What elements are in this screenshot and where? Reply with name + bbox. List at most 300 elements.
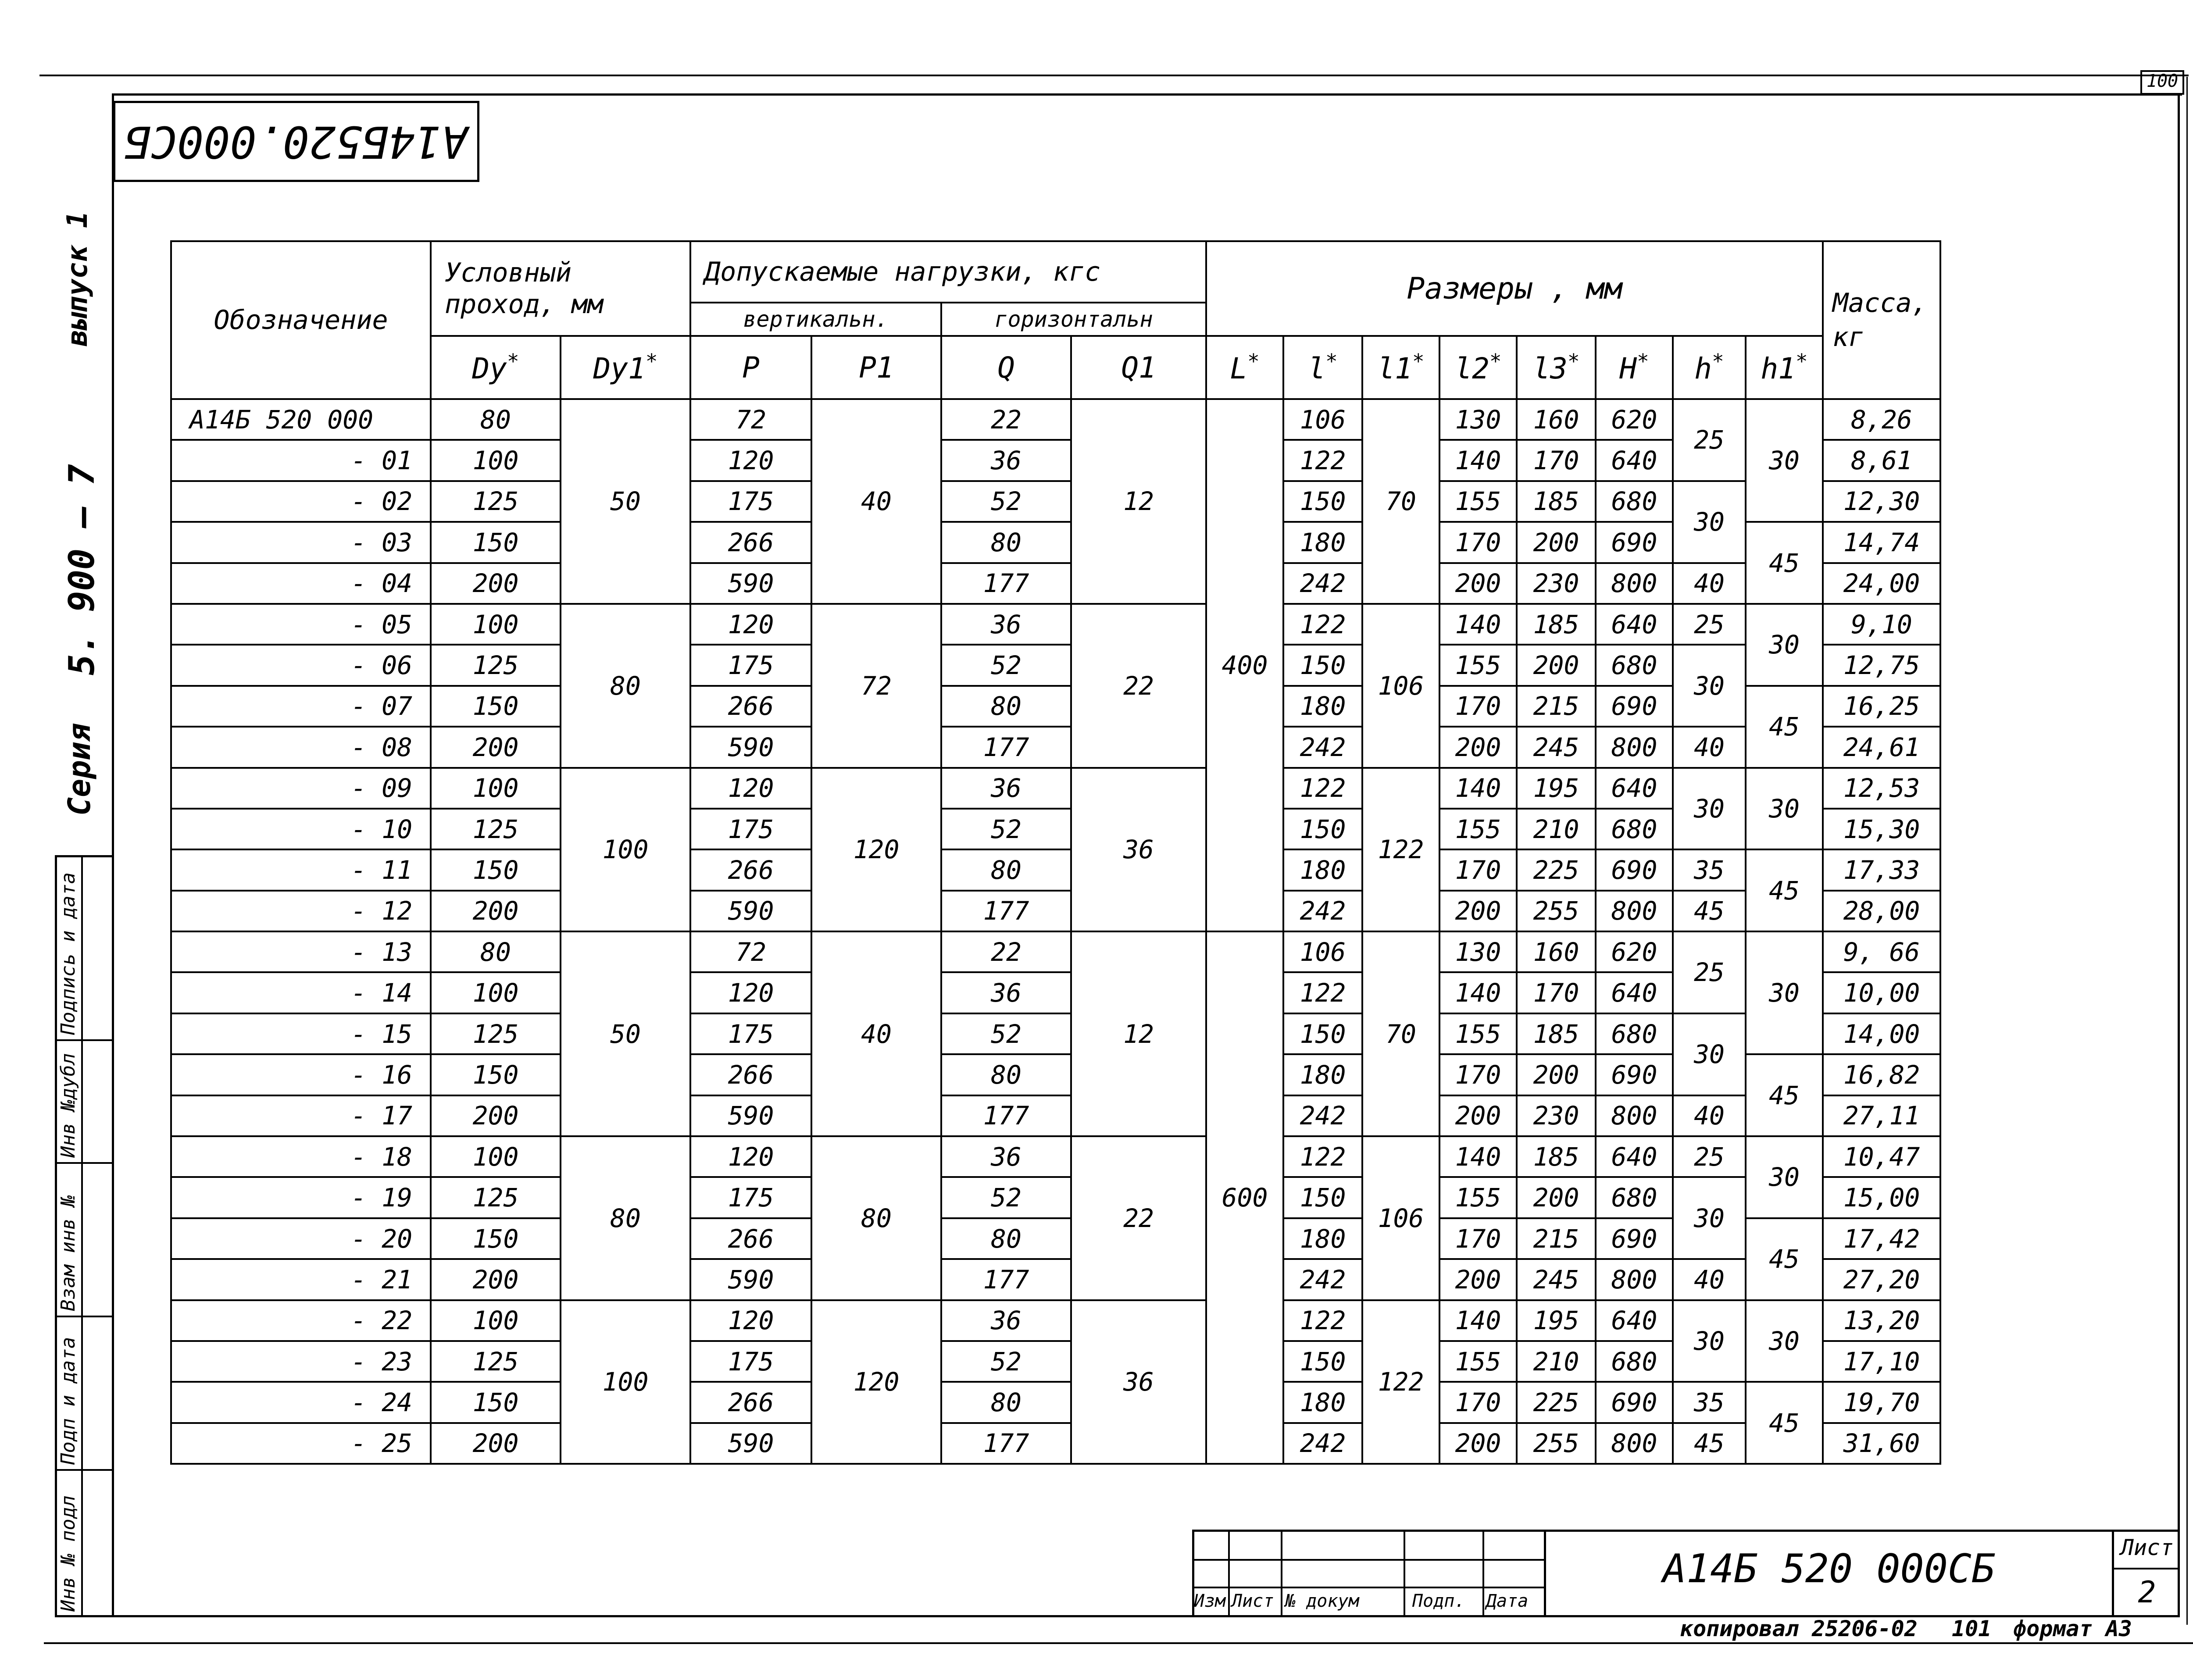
sheet-corner-number: 100 — [2146, 71, 2179, 91]
tb-label-list: Лист — [1232, 1591, 1274, 1611]
cell-l2: 200 — [1439, 1095, 1517, 1136]
cell-l3: 185 — [1517, 481, 1596, 522]
cell-h: 35 — [1673, 849, 1746, 890]
cell-l1: 122 — [1362, 768, 1439, 932]
col-dy: Dу* — [431, 336, 561, 399]
cell-q: 80 — [941, 522, 1071, 563]
cell-m: 27,11 — [1823, 1095, 1940, 1136]
cell-dy: 200 — [431, 563, 561, 604]
cell-l3: 230 — [1517, 1095, 1596, 1136]
cell-p1: 40 — [811, 931, 941, 1136]
cell-p1: 120 — [811, 1300, 941, 1464]
cell-h: 30 — [1673, 1177, 1746, 1259]
cell-l2: 170 — [1439, 522, 1517, 563]
tb-v4 — [1482, 1530, 1484, 1617]
cell-H: 690 — [1596, 1218, 1673, 1259]
series-label: Серия — [61, 723, 97, 816]
cell-l2: 155 — [1439, 481, 1517, 522]
col-H: H* — [1596, 336, 1673, 399]
cell-m: 31,60 — [1823, 1423, 1940, 1464]
cell-dy: 100 — [431, 440, 561, 481]
cell-p: 120 — [690, 972, 811, 1013]
cell-l3: 255 — [1517, 1423, 1596, 1464]
cell-q1: 22 — [1071, 1136, 1206, 1300]
table-row — [171, 931, 1940, 972]
cell-l: 180 — [1283, 849, 1362, 890]
cell-q: 80 — [941, 686, 1071, 727]
cell-l3: 210 — [1517, 1341, 1596, 1382]
table-row — [171, 727, 1940, 767]
cell-h: 30 — [1673, 1300, 1746, 1382]
cell-l2: 155 — [1439, 645, 1517, 685]
cell-m: 12,30 — [1823, 481, 1940, 522]
cell-q1: 22 — [1071, 604, 1206, 768]
cell-q: 177 — [941, 891, 1071, 931]
cell-p: 120 — [690, 1300, 811, 1341]
cell-H: 690 — [1596, 849, 1673, 890]
cell-q1: 36 — [1071, 1300, 1206, 1464]
cell-l2: 170 — [1439, 849, 1517, 890]
table-row — [171, 481, 1940, 522]
cell-q1: 36 — [1071, 768, 1206, 932]
header-mass: Масса, кг — [1823, 241, 1940, 399]
cell-h1: 30 — [1746, 768, 1823, 850]
tb-h1 — [1192, 1559, 1545, 1561]
tb-v3 — [1404, 1530, 1405, 1617]
cell-dy: 125 — [431, 809, 561, 849]
cell-p: 72 — [690, 399, 811, 440]
side-stamp-sep-1 — [55, 1469, 114, 1471]
cell-l: 122 — [1283, 972, 1362, 1013]
cell-H: 620 — [1596, 399, 1673, 440]
cell-q: 80 — [941, 849, 1071, 890]
cell-h1: 30 — [1746, 931, 1823, 1054]
cell-m: 16,25 — [1823, 686, 1940, 727]
cell-l2: 200 — [1439, 1423, 1517, 1464]
side-stamp-label-4: Инв №дубл — [57, 1053, 79, 1158]
cell-h: 30 — [1673, 768, 1746, 850]
cell-dy: 100 — [431, 768, 561, 809]
cell-q1: 12 — [1071, 399, 1206, 604]
cell-dy: 125 — [431, 1341, 561, 1382]
cell-l: 150 — [1283, 1341, 1362, 1382]
cell-code: - 19 — [171, 1177, 431, 1218]
cell-l: 106 — [1283, 931, 1362, 972]
cell-code: - 13 — [171, 931, 431, 972]
cell-dy1: 50 — [561, 931, 690, 1136]
cell-l3: 200 — [1517, 1177, 1596, 1218]
cell-l3: 160 — [1517, 399, 1596, 440]
cell-H: 800 — [1596, 563, 1673, 604]
cell-dy: 150 — [431, 522, 561, 563]
table-row — [171, 768, 1940, 809]
cell-dy: 200 — [431, 1259, 561, 1300]
cell-l3: 200 — [1517, 522, 1596, 563]
sheet-number: 2 — [2138, 1575, 2156, 1610]
cell-p: 175 — [690, 645, 811, 685]
cell-dy: 125 — [431, 481, 561, 522]
cell-H: 800 — [1596, 891, 1673, 931]
cell-dy: 100 — [431, 972, 561, 1013]
cell-q: 36 — [941, 972, 1071, 1013]
cell-h: 40 — [1673, 563, 1746, 604]
cell-h1: 30 — [1746, 399, 1823, 522]
cell-h1: 30 — [1746, 604, 1823, 686]
cell-dy1: 100 — [561, 1300, 690, 1464]
cell-m: 9,10 — [1823, 604, 1940, 645]
cell-l2: 140 — [1439, 440, 1517, 481]
cell-code: - 03 — [171, 522, 431, 563]
header-vertical: вертикальн. — [690, 303, 941, 336]
cell-l: 122 — [1283, 1136, 1362, 1177]
cell-m: 15,30 — [1823, 809, 1940, 849]
cell-H: 690 — [1596, 1054, 1673, 1095]
cell-dy: 200 — [431, 1423, 561, 1464]
cell-q: 36 — [941, 768, 1071, 809]
cell-l3: 245 — [1517, 727, 1596, 767]
cell-l2: 155 — [1439, 1177, 1517, 1218]
cell-p1: 120 — [811, 768, 941, 932]
cell-code: - 24 — [171, 1382, 431, 1423]
cell-q1: 12 — [1071, 931, 1206, 1136]
cell-l2: 130 — [1439, 931, 1517, 972]
cell-l: 180 — [1283, 1054, 1362, 1095]
cell-l3: 200 — [1517, 645, 1596, 685]
cell-m: 17,33 — [1823, 849, 1940, 890]
cell-l: 180 — [1283, 686, 1362, 727]
cell-l: 242 — [1283, 1423, 1362, 1464]
cell-q: 177 — [941, 1259, 1071, 1300]
cell-l2: 155 — [1439, 809, 1517, 849]
cell-L: 400 — [1206, 399, 1283, 931]
cell-H: 640 — [1596, 440, 1673, 481]
cell-l3: 225 — [1517, 1382, 1596, 1423]
cell-H: 680 — [1596, 1013, 1673, 1054]
header-nominal-bore: Условный проход, мм — [431, 241, 690, 336]
cell-H: 640 — [1596, 768, 1673, 809]
cell-l2: 200 — [1439, 891, 1517, 931]
cell-q: 177 — [941, 1423, 1071, 1464]
cell-dy1: 50 — [561, 399, 690, 604]
cell-h: 30 — [1673, 1013, 1746, 1095]
side-stamp-label-3: Взам инв № — [57, 1195, 79, 1311]
cell-l: 150 — [1283, 1177, 1362, 1218]
cell-h1: 45 — [1746, 1218, 1823, 1300]
cell-dy: 80 — [431, 399, 561, 440]
cell-h1: 30 — [1746, 1300, 1823, 1382]
cell-H: 640 — [1596, 604, 1673, 645]
bottom-rule-outer — [44, 1642, 2193, 1644]
col-l: l* — [1283, 336, 1362, 399]
tb-label-date: Дата — [1486, 1591, 1529, 1611]
document-code: А14Б 520 000СБ — [1662, 1546, 1996, 1592]
cell-code: - 01 — [171, 440, 431, 481]
table-row — [171, 1136, 1940, 1177]
cell-q: 36 — [941, 1300, 1071, 1341]
table-row — [171, 1300, 1940, 1341]
side-stamp-sep-4 — [55, 1039, 114, 1041]
cell-m: 14,74 — [1823, 522, 1940, 563]
table-row — [171, 891, 1940, 931]
cell-H: 690 — [1596, 686, 1673, 727]
cell-l3: 185 — [1517, 1013, 1596, 1054]
cell-H: 640 — [1596, 1136, 1673, 1177]
cell-code: - 02 — [171, 481, 431, 522]
cell-m: 24,61 — [1823, 727, 1940, 767]
cell-l1: 106 — [1362, 604, 1439, 768]
cell-l: 180 — [1283, 1382, 1362, 1423]
issue-label: выпуск 1 — [61, 211, 94, 346]
cell-l3: 185 — [1517, 1136, 1596, 1177]
cell-p: 120 — [690, 1136, 811, 1177]
cell-code: - 05 — [171, 604, 431, 645]
table-row — [171, 1259, 1940, 1300]
cell-p: 175 — [690, 481, 811, 522]
cell-code: - 15 — [171, 1013, 431, 1054]
cell-m: 17,42 — [1823, 1218, 1940, 1259]
tb-label-doc: № докум — [1285, 1591, 1359, 1611]
cell-code: - 21 — [171, 1259, 431, 1300]
cell-l: 150 — [1283, 645, 1362, 685]
table-row — [171, 563, 1940, 604]
tb-h2 — [1192, 1587, 1545, 1588]
cell-l2: 170 — [1439, 1218, 1517, 1259]
table-row — [171, 849, 1940, 890]
cell-p1: 40 — [811, 399, 941, 604]
tb-v2 — [1281, 1530, 1282, 1617]
cell-code: - 18 — [171, 1136, 431, 1177]
cell-l: 150 — [1283, 481, 1362, 522]
cell-l2: 130 — [1439, 399, 1517, 440]
cell-l2: 170 — [1439, 1054, 1517, 1095]
table-row — [171, 1013, 1940, 1054]
cell-code: - 11 — [171, 849, 431, 890]
cell-l2: 155 — [1439, 1341, 1517, 1382]
cell-h1: 45 — [1746, 849, 1823, 931]
cell-H: 680 — [1596, 481, 1673, 522]
cell-q: 36 — [941, 604, 1071, 645]
cell-p: 120 — [690, 440, 811, 481]
cell-l2: 140 — [1439, 604, 1517, 645]
table-row — [171, 645, 1940, 685]
cell-l3: 200 — [1517, 1054, 1596, 1095]
cell-h: 35 — [1673, 1382, 1746, 1423]
cell-dy: 125 — [431, 645, 561, 685]
cell-l1: 122 — [1362, 1300, 1439, 1464]
cell-m: 10,47 — [1823, 1136, 1940, 1177]
cell-dy: 125 — [431, 1177, 561, 1218]
cell-code: - 16 — [171, 1054, 431, 1095]
cell-m: 12,53 — [1823, 768, 1940, 809]
cell-l3: 255 — [1517, 891, 1596, 931]
cell-p1: 80 — [811, 1136, 941, 1300]
cell-q: 80 — [941, 1054, 1071, 1095]
tb-v1 — [1228, 1530, 1230, 1617]
cell-l2: 200 — [1439, 727, 1517, 767]
cell-m: 17,10 — [1823, 1341, 1940, 1382]
cell-m: 28,00 — [1823, 891, 1940, 931]
top-rule-inner — [112, 93, 2182, 96]
cell-code: - 07 — [171, 686, 431, 727]
cell-l1: 70 — [1362, 931, 1439, 1136]
top-rule-outer — [39, 75, 2189, 76]
cell-code: А14Б 520 000 — [171, 399, 431, 440]
cell-h: 25 — [1673, 604, 1746, 645]
cell-p: 590 — [690, 1423, 811, 1464]
cell-h: 25 — [1673, 1136, 1746, 1177]
cell-l3: 215 — [1517, 1218, 1596, 1259]
cell-m: 13,20 — [1823, 1300, 1940, 1341]
cell-m: 15,00 — [1823, 1177, 1940, 1218]
col-p: P — [690, 336, 811, 399]
cell-p: 266 — [690, 522, 811, 563]
cell-q: 36 — [941, 1136, 1071, 1177]
cell-l3: 160 — [1517, 931, 1596, 972]
cell-code: - 22 — [171, 1300, 431, 1341]
cell-m: 19,70 — [1823, 1382, 1940, 1423]
cell-q: 52 — [941, 645, 1071, 685]
cell-p: 72 — [690, 931, 811, 972]
table-row — [171, 1177, 1940, 1218]
cell-dy: 150 — [431, 1054, 561, 1095]
col-q: Q — [941, 336, 1071, 399]
col-l2: l2* — [1439, 336, 1517, 399]
cell-l3: 185 — [1517, 604, 1596, 645]
cell-H: 640 — [1596, 1300, 1673, 1341]
cell-p: 590 — [690, 727, 811, 767]
cell-q: 52 — [941, 1013, 1071, 1054]
table-row — [171, 1095, 1940, 1136]
cell-l3: 225 — [1517, 849, 1596, 890]
specification-table — [170, 240, 1941, 1465]
col-p1: P1 — [811, 336, 941, 399]
cell-code: - 12 — [171, 891, 431, 931]
cell-l: 122 — [1283, 440, 1362, 481]
side-stamp-sep-2 — [55, 1316, 114, 1317]
cell-h: 40 — [1673, 1259, 1746, 1300]
cell-l: 106 — [1283, 399, 1362, 440]
cell-H: 690 — [1596, 1382, 1673, 1423]
cell-l3: 210 — [1517, 809, 1596, 849]
right-frame-thin — [2186, 77, 2188, 1625]
side-stamp-label-5: Подпись и дата — [57, 872, 79, 1035]
side-stamp-label-2: Подп и дата — [57, 1337, 79, 1465]
cell-l2: 200 — [1439, 563, 1517, 604]
table-row — [171, 604, 1940, 645]
cell-m: 27,20 — [1823, 1259, 1940, 1300]
tb-label-sign: Подп. — [1412, 1591, 1465, 1611]
cell-dy1: 100 — [561, 768, 690, 932]
cell-p: 266 — [690, 849, 811, 890]
cell-p: 266 — [690, 1054, 811, 1095]
cell-l3: 195 — [1517, 768, 1596, 809]
cell-p1: 72 — [811, 604, 941, 768]
cell-p: 590 — [690, 1095, 811, 1136]
cell-p: 266 — [690, 1218, 811, 1259]
cell-l: 150 — [1283, 809, 1362, 849]
cell-dy: 150 — [431, 686, 561, 727]
cell-l3: 230 — [1517, 563, 1596, 604]
cell-l: 122 — [1283, 604, 1362, 645]
cell-code: - 20 — [171, 1218, 431, 1259]
table-row — [171, 1382, 1940, 1423]
cell-dy: 150 — [431, 1382, 561, 1423]
cell-p: 120 — [690, 604, 811, 645]
cell-code: - 17 — [171, 1095, 431, 1136]
cell-l3: 170 — [1517, 972, 1596, 1013]
cell-H: 640 — [1596, 972, 1673, 1013]
cell-h1: 30 — [1746, 1136, 1823, 1218]
cell-l1: 70 — [1362, 399, 1439, 604]
cell-dy: 150 — [431, 1218, 561, 1259]
cell-l2: 140 — [1439, 972, 1517, 1013]
cell-h: 45 — [1673, 1423, 1746, 1464]
cell-H: 680 — [1596, 645, 1673, 685]
cell-H: 680 — [1596, 809, 1673, 849]
cell-q: 52 — [941, 481, 1071, 522]
cell-dy: 200 — [431, 891, 561, 931]
cell-h: 25 — [1673, 931, 1746, 1013]
right-frame — [2178, 93, 2180, 1617]
cell-H: 690 — [1596, 522, 1673, 563]
cell-p: 120 — [690, 768, 811, 809]
cell-p: 175 — [690, 809, 811, 849]
cell-l2: 140 — [1439, 1136, 1517, 1177]
side-stamp-divider — [81, 855, 83, 1617]
sheet-label: Лист — [2120, 1535, 2174, 1560]
cell-H: 620 — [1596, 931, 1673, 972]
cell-code: - 10 — [171, 809, 431, 849]
cell-l: 242 — [1283, 727, 1362, 767]
cell-H: 800 — [1596, 1259, 1673, 1300]
col-L: L* — [1206, 336, 1283, 399]
side-stamp-sep-3 — [55, 1162, 114, 1164]
cell-p: 175 — [690, 1177, 811, 1218]
cell-l: 180 — [1283, 1218, 1362, 1259]
cell-m: 9, 66 — [1823, 931, 1940, 972]
cell-q: 52 — [941, 1341, 1071, 1382]
cell-h: 30 — [1673, 645, 1746, 727]
cell-H: 800 — [1596, 1095, 1673, 1136]
cell-m: 14,00 — [1823, 1013, 1940, 1054]
cell-m: 8,26 — [1823, 399, 1940, 440]
cell-q: 22 — [941, 399, 1071, 440]
series-number: 5. 900 — 7 — [61, 464, 102, 675]
cell-m: 12,75 — [1823, 645, 1940, 685]
cell-p: 175 — [690, 1341, 811, 1382]
cell-p: 266 — [690, 686, 811, 727]
cell-code: - 04 — [171, 563, 431, 604]
cell-q: 177 — [941, 563, 1071, 604]
cell-dy: 125 — [431, 1013, 561, 1054]
header-designation: Обозначение — [171, 241, 431, 399]
col-l1: l1* — [1362, 336, 1439, 399]
cell-m: 8,61 — [1823, 440, 1940, 481]
cell-H: 680 — [1596, 1177, 1673, 1218]
cell-l: 180 — [1283, 522, 1362, 563]
cell-q: 52 — [941, 809, 1071, 849]
cell-l2: 170 — [1439, 1382, 1517, 1423]
footer-number: 101 — [1952, 1616, 1992, 1641]
cell-code: - 09 — [171, 768, 431, 809]
col-l3: l3* — [1517, 336, 1596, 399]
cell-h: 30 — [1673, 481, 1746, 563]
cell-l3: 170 — [1517, 440, 1596, 481]
cell-m: 24,00 — [1823, 563, 1940, 604]
cell-l: 122 — [1283, 768, 1362, 809]
cell-L: 600 — [1206, 931, 1283, 1464]
header-loads: Допускаемые нагрузки, кгс — [690, 241, 1206, 303]
